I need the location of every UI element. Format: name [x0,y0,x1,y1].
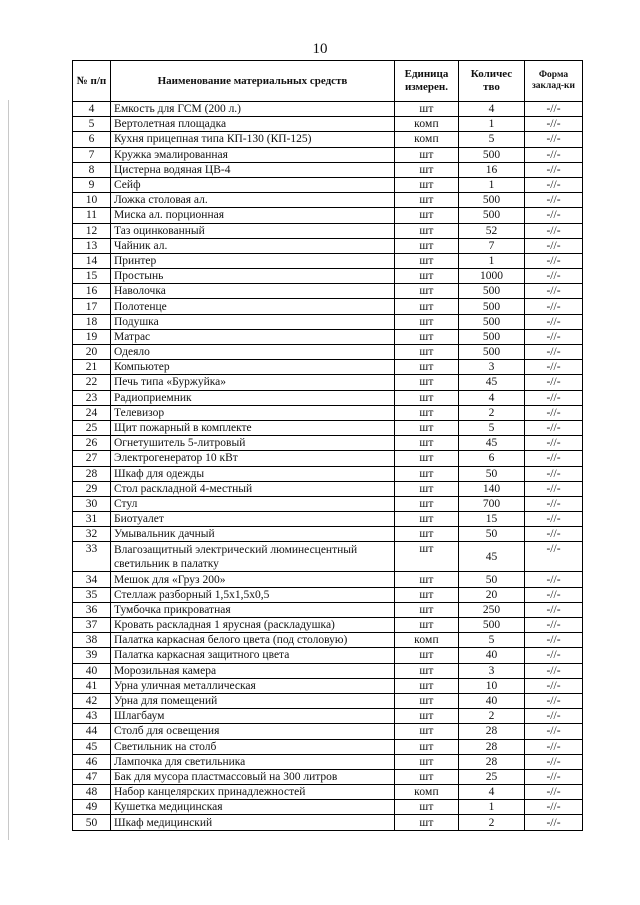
table-row [73,102,583,117]
cell-name: Вертолетная площадка [111,117,395,132]
cell-unit: шт [395,420,459,435]
cell-name: Сейф [111,177,395,192]
cell-unit: шт [395,678,459,693]
cell-form: -//- [525,193,583,208]
cell-name: Стол раскладной 4-местный [111,481,395,496]
cell-qty: 45 [459,542,525,572]
cell-unit: шт [395,162,459,177]
cell-qty: 1 [459,177,525,192]
inventory-table [72,60,583,831]
table-row [73,193,583,208]
cell-qty: 50 [459,466,525,481]
cell-num: 30 [73,496,111,511]
cell-name: Таз оцинкованный [111,223,395,238]
table-row [73,314,583,329]
cell-form: -//- [525,420,583,435]
cell-name: Подушка [111,314,395,329]
page-number: 10 [312,41,328,57]
table-row [73,390,583,405]
cell-qty: 5 [459,420,525,435]
cell-form: -//- [525,481,583,496]
cell-qty: 25 [459,769,525,784]
table-row [73,147,583,162]
cell-unit: шт [395,800,459,815]
cell-unit: шт [395,208,459,223]
cell-num: 35 [73,587,111,602]
scan-margin-line [8,100,9,840]
cell-form: -//- [525,314,583,329]
table-row [73,436,583,451]
table-row [73,602,583,617]
cell-num: 16 [73,284,111,299]
cell-unit: шт [395,193,459,208]
cell-unit: комп [395,117,459,132]
cell-name: Палатка каркасная белого цвета (под столовую) [111,633,395,648]
cell-unit: шт [395,314,459,329]
table-row [73,512,583,527]
cell-unit: шт [395,724,459,739]
cell-unit: шт [395,147,459,162]
cell-qty: 15 [459,512,525,527]
table-row [73,177,583,192]
cell-form: -//- [525,253,583,268]
cell-qty: 40 [459,648,525,663]
cell-num: 49 [73,800,111,815]
cell-unit: шт [395,329,459,344]
cell-unit: комп [395,785,459,800]
cell-name: Электрогенератор 10 кВт [111,451,395,466]
cell-unit: шт [395,769,459,784]
cell-form: -//- [525,693,583,708]
table-row [73,815,583,830]
header-form: Форма заклад-ки [525,61,583,102]
cell-form: -//- [525,299,583,314]
table-row [73,618,583,633]
cell-name: Кружка эмалированная [111,147,395,162]
cell-unit: шт [395,223,459,238]
cell-unit: шт [395,618,459,633]
cell-num: 17 [73,299,111,314]
cell-unit: шт [395,436,459,451]
cell-form: -//- [525,466,583,481]
cell-name: Печь типа «Буржуйка» [111,375,395,390]
cell-num: 23 [73,390,111,405]
cell-name: Биотуалет [111,512,395,527]
cell-qty: 45 [459,375,525,390]
table-row [73,542,583,572]
table-header-row [73,61,583,102]
cell-qty: 1 [459,117,525,132]
cell-form: -//- [525,269,583,284]
cell-num: 46 [73,754,111,769]
table-row [73,405,583,420]
cell-qty: 4 [459,785,525,800]
cell-qty: 1000 [459,269,525,284]
cell-name: Набор канцелярских принадлежностей [111,785,395,800]
cell-qty: 500 [459,299,525,314]
cell-form: -//- [525,724,583,739]
cell-unit: шт [395,102,459,117]
table-row [73,299,583,314]
cell-name: Емкость для ГСМ (200 л.) [111,102,395,117]
cell-name: Чайник ал. [111,238,395,253]
table-row [73,162,583,177]
cell-qty: 28 [459,754,525,769]
cell-form: -//- [525,405,583,420]
cell-form: -//- [525,633,583,648]
cell-unit: шт [395,739,459,754]
table-row [73,466,583,481]
cell-qty: 2 [459,709,525,724]
cell-name: Влагозащитный электрический люминесцентный светильник в палатку [111,542,395,572]
cell-qty: 500 [459,345,525,360]
table-row [73,572,583,587]
cell-form: -//- [525,390,583,405]
cell-name: Палатка каркасная защитного цвета [111,648,395,663]
cell-num: 50 [73,815,111,830]
cell-unit: шт [395,451,459,466]
table-row [73,481,583,496]
header-num: № п/п [73,61,111,102]
table-row [73,587,583,602]
table-row [73,663,583,678]
cell-form: -//- [525,527,583,542]
cell-form: -//- [525,709,583,724]
cell-name: Кухня прицепная типа КП-130 (КП-125) [111,132,395,147]
cell-unit: комп [395,132,459,147]
cell-unit: шт [395,345,459,360]
cell-num: 37 [73,618,111,633]
table-row [73,223,583,238]
cell-form: -//- [525,587,583,602]
cell-num: 47 [73,769,111,784]
cell-name: Компьютер [111,360,395,375]
table-row [73,132,583,147]
table-row [73,739,583,754]
cell-form: -//- [525,542,583,572]
table-row [73,117,583,132]
cell-num: 26 [73,436,111,451]
cell-name: Шкаф медицинский [111,815,395,830]
cell-qty: 140 [459,481,525,496]
cell-unit: шт [395,253,459,268]
cell-qty: 3 [459,360,525,375]
cell-unit: шт [395,238,459,253]
header-name: Наименование материальных средств [111,61,395,102]
cell-unit: шт [395,375,459,390]
cell-form: -//- [525,329,583,344]
cell-num: 4 [73,102,111,117]
cell-name: Шкаф для одежды [111,466,395,481]
table-row [73,375,583,390]
cell-form: -//- [525,345,583,360]
cell-name: Телевизор [111,405,395,420]
cell-qty: 2 [459,815,525,830]
cell-form: -//- [525,375,583,390]
cell-form: -//- [525,117,583,132]
table-row [73,724,583,739]
cell-qty: 700 [459,496,525,511]
table-row [73,678,583,693]
cell-name: Простынь [111,269,395,284]
cell-unit: шт [395,572,459,587]
table-row [73,693,583,708]
cell-unit: шт [395,390,459,405]
cell-num: 43 [73,709,111,724]
cell-num: 7 [73,147,111,162]
cell-qty: 45 [459,436,525,451]
cell-name: Светильник на столб [111,739,395,754]
cell-qty: 3 [459,663,525,678]
cell-unit: шт [395,648,459,663]
cell-form: -//- [525,147,583,162]
header-qty: Количес тво [459,61,525,102]
cell-qty: 1 [459,253,525,268]
cell-num: 11 [73,208,111,223]
cell-form: -//- [525,223,583,238]
cell-num: 32 [73,527,111,542]
cell-qty: 50 [459,572,525,587]
cell-name: Огнетушитель 5-литровый [111,436,395,451]
cell-num: 34 [73,572,111,587]
cell-unit: комп [395,633,459,648]
cell-name: Стеллаж разборный 1,5х1,5х0,5 [111,587,395,602]
cell-name: Бак для мусора пластмассовый на 300 литров [111,769,395,784]
cell-qty: 500 [459,314,525,329]
cell-unit: шт [395,754,459,769]
cell-num: 42 [73,693,111,708]
cell-qty: 500 [459,208,525,223]
cell-form: -//- [525,815,583,830]
table-row [73,253,583,268]
cell-num: 41 [73,678,111,693]
cell-form: -//- [525,162,583,177]
cell-qty: 10 [459,678,525,693]
cell-num: 6 [73,132,111,147]
cell-name: Радиоприемник [111,390,395,405]
cell-form: -//- [525,678,583,693]
table-row [73,648,583,663]
cell-name: Миска ал. порционная [111,208,395,223]
cell-form: -//- [525,284,583,299]
cell-form: -//- [525,451,583,466]
cell-name: Кровать раскладная 1 ярусная (раскладушка) [111,618,395,633]
cell-qty: 500 [459,193,525,208]
cell-form: -//- [525,177,583,192]
table-row [73,769,583,784]
cell-form: -//- [525,360,583,375]
cell-unit: шт [395,299,459,314]
cell-num: 13 [73,238,111,253]
cell-num: 39 [73,648,111,663]
cell-qty: 250 [459,602,525,617]
cell-num: 28 [73,466,111,481]
cell-num: 21 [73,360,111,375]
cell-qty: 52 [459,223,525,238]
cell-name: Матрас [111,329,395,344]
cell-unit: шт [395,815,459,830]
table-row [73,451,583,466]
cell-name: Наволочка [111,284,395,299]
table-row [73,754,583,769]
cell-qty: 500 [459,284,525,299]
cell-qty: 1 [459,800,525,815]
cell-unit: шт [395,177,459,192]
cell-num: 33 [73,542,111,572]
cell-num: 10 [73,193,111,208]
cell-num: 38 [73,633,111,648]
cell-form: -//- [525,496,583,511]
cell-unit: шт [395,542,459,572]
table-body [73,102,583,831]
cell-num: 18 [73,314,111,329]
cell-qty: 500 [459,618,525,633]
cell-num: 20 [73,345,111,360]
cell-qty: 500 [459,329,525,344]
cell-qty: 4 [459,102,525,117]
table-row [73,496,583,511]
table-row [73,269,583,284]
table-row [73,527,583,542]
cell-name: Морозильная камера [111,663,395,678]
table-row [73,633,583,648]
cell-form: -//- [525,754,583,769]
cell-num: 27 [73,451,111,466]
cell-form: -//- [525,648,583,663]
cell-num: 9 [73,177,111,192]
cell-name: Кушетка медицинская [111,800,395,815]
cell-num: 12 [73,223,111,238]
cell-unit: шт [395,269,459,284]
cell-num: 44 [73,724,111,739]
cell-form: -//- [525,769,583,784]
table-row [73,238,583,253]
table-row [73,329,583,344]
cell-name: Цистерна водяная ЦВ-4 [111,162,395,177]
cell-form: -//- [525,132,583,147]
cell-unit: шт [395,405,459,420]
cell-qty: 2 [459,405,525,420]
table-row [73,420,583,435]
cell-qty: 16 [459,162,525,177]
table-row [73,284,583,299]
cell-qty: 6 [459,451,525,466]
cell-num: 22 [73,375,111,390]
cell-form: -//- [525,663,583,678]
cell-num: 29 [73,481,111,496]
cell-qty: 20 [459,587,525,602]
cell-qty: 500 [459,147,525,162]
cell-num: 5 [73,117,111,132]
cell-unit: шт [395,587,459,602]
table-row [73,345,583,360]
cell-name: Лампочка для светильника [111,754,395,769]
cell-name: Урна уличная металлическая [111,678,395,693]
cell-unit: шт [395,466,459,481]
cell-unit: шт [395,602,459,617]
cell-name: Шлагбаум [111,709,395,724]
cell-name: Полотенце [111,299,395,314]
cell-qty: 40 [459,693,525,708]
header-unit: Единица измерен. [395,61,459,102]
cell-num: 40 [73,663,111,678]
table-row [73,208,583,223]
cell-unit: шт [395,663,459,678]
cell-qty: 5 [459,633,525,648]
cell-form: -//- [525,436,583,451]
cell-form: -//- [525,238,583,253]
cell-qty: 5 [459,132,525,147]
cell-unit: шт [395,709,459,724]
table-row [73,709,583,724]
cell-name: Мешок для «Груз 200» [111,572,395,587]
cell-unit: шт [395,512,459,527]
cell-num: 8 [73,162,111,177]
cell-num: 25 [73,420,111,435]
cell-qty: 7 [459,238,525,253]
cell-num: 45 [73,739,111,754]
cell-unit: шт [395,284,459,299]
cell-qty: 28 [459,724,525,739]
cell-form: -//- [525,208,583,223]
cell-name: Принтер [111,253,395,268]
cell-qty: 50 [459,527,525,542]
cell-num: 31 [73,512,111,527]
cell-unit: шт [395,527,459,542]
cell-name: Одеяло [111,345,395,360]
cell-qty: 28 [459,739,525,754]
table-row [73,360,583,375]
cell-name: Щит пожарный в комплекте [111,420,395,435]
cell-form: -//- [525,785,583,800]
cell-num: 15 [73,269,111,284]
table-row [73,800,583,815]
cell-form: -//- [525,800,583,815]
cell-num: 36 [73,602,111,617]
cell-name: Ложка столовая ал. [111,193,395,208]
table-row [73,785,583,800]
cell-name: Урна для помещений [111,693,395,708]
cell-num: 24 [73,405,111,420]
cell-num: 14 [73,253,111,268]
cell-name: Столб для освещения [111,724,395,739]
cell-form: -//- [525,618,583,633]
cell-form: -//- [525,102,583,117]
cell-name: Тумбочка прикроватная [111,602,395,617]
cell-name: Умывальник дачный [111,527,395,542]
cell-form: -//- [525,602,583,617]
cell-form: -//- [525,572,583,587]
cell-unit: шт [395,496,459,511]
cell-form: -//- [525,512,583,527]
cell-num: 48 [73,785,111,800]
cell-num: 19 [73,329,111,344]
cell-unit: шт [395,481,459,496]
cell-unit: шт [395,693,459,708]
cell-unit: шт [395,360,459,375]
cell-form: -//- [525,739,583,754]
cell-qty: 4 [459,390,525,405]
cell-name: Стул [111,496,395,511]
